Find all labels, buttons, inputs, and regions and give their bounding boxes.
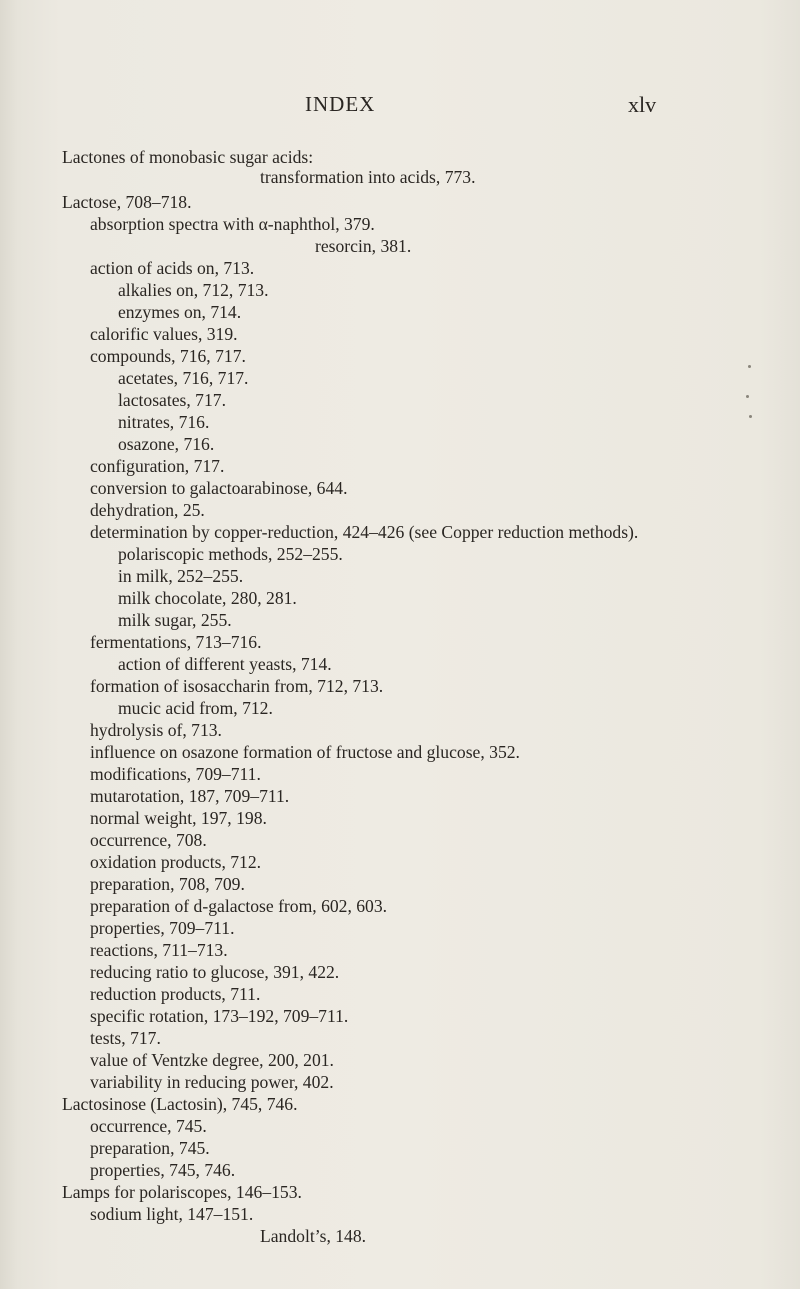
index-subentry: absorption spectra with α-naphthol, 379.	[90, 214, 375, 234]
index-subentry: transformation into acids, 773.	[260, 167, 476, 187]
index-subentry: normal weight, 197, 198.	[90, 808, 267, 828]
index-heading: Lactosinose (Lactosin), 745, 746.	[62, 1094, 298, 1114]
index-subentry: resorcin, 381.	[315, 236, 412, 256]
index-subentry: conversion to galactoarabinose, 644.	[90, 478, 348, 498]
index-subentry: alkalies on, 712, 713.	[118, 280, 269, 300]
index-subentry: influence on osazone formation of fructose and glucose, 352.	[90, 742, 520, 762]
index-heading: Lactose, 708–718.	[62, 192, 192, 212]
index-subentry: oxidation products, 712.	[90, 852, 262, 872]
margin-specks	[746, 365, 756, 445]
index-subentry: mucic acid from, 712.	[118, 698, 273, 718]
index-heading: Lamps for polariscopes, 146–153.	[62, 1182, 302, 1202]
index-subentry: compounds, 716, 717.	[90, 346, 246, 366]
index-subentry: mutarotation, 187, 709–711.	[90, 786, 290, 806]
page-number: xlv	[628, 92, 657, 117]
index-subentry: reactions, 711–713.	[90, 940, 228, 960]
index-subentry: properties, 745, 746.	[90, 1160, 236, 1180]
index-subentry: variability in reducing power, 402.	[90, 1072, 334, 1092]
index-subentry: dehydration, 25.	[90, 500, 205, 520]
index-subentry: acetates, 716, 717.	[118, 368, 249, 388]
index-subentry: preparation of d-galactose from, 602, 603.	[90, 896, 388, 916]
index-subentry: fermentations, 713–716.	[90, 632, 262, 652]
index-subentry: action of acids on, 713.	[90, 258, 255, 278]
index-subentry: nitrates, 716.	[118, 412, 210, 432]
index-subentry: tests, 717.	[90, 1028, 161, 1048]
speck	[748, 365, 751, 368]
index-subentry: properties, 709–711.	[90, 918, 235, 938]
index-heading: Lactones of monobasic sugar acids:	[62, 147, 314, 167]
index-subentry: action of different yeasts, 714.	[118, 654, 332, 674]
index-subentry: specific rotation, 173–192, 709–711.	[90, 1006, 349, 1026]
index-subentry: lactosates, 717.	[118, 390, 226, 410]
speck	[746, 395, 749, 398]
index-subentry: milk sugar, 255.	[118, 610, 232, 630]
index-subentry: configuration, 717.	[90, 456, 225, 476]
index-subentry: preparation, 708, 709.	[90, 874, 245, 894]
index-subentry: reduction products, 711.	[90, 984, 261, 1004]
speck	[749, 415, 752, 418]
index-subentry: occurrence, 708.	[90, 830, 207, 850]
index-subentry: value of Ventzke degree, 200, 201.	[90, 1050, 334, 1070]
index-subentry: in milk, 252–255.	[118, 566, 244, 586]
running-head: INDEX	[305, 92, 376, 116]
index-subentry: Landolt’s, 148.	[260, 1226, 367, 1246]
index-subentry: determination by copper-reduction, 424–426 (see Copper reduction methods).	[90, 522, 639, 542]
index-subentry: modifications, 709–711.	[90, 764, 261, 784]
index-subentry: hydrolysis of, 713.	[90, 720, 222, 740]
index-subentry: sodium light, 147–151.	[90, 1204, 254, 1224]
index-subentry: osazone, 716.	[118, 434, 215, 454]
index-subentry: polariscopic methods, 252–255.	[118, 544, 343, 564]
page-header	[0, 92, 800, 122]
index-subentry: milk chocolate, 280, 281.	[118, 588, 297, 608]
index-subentry: occurrence, 745.	[90, 1116, 207, 1136]
index-subentry: formation of isosaccharin from, 712, 713.	[90, 676, 384, 696]
index-subentry: enzymes on, 714.	[118, 302, 242, 322]
index-subentry: calorific values, 319.	[90, 324, 238, 344]
index-subentry: preparation, 745.	[90, 1138, 210, 1158]
index-subentry: reducing ratio to glucose, 391, 422.	[90, 962, 340, 982]
